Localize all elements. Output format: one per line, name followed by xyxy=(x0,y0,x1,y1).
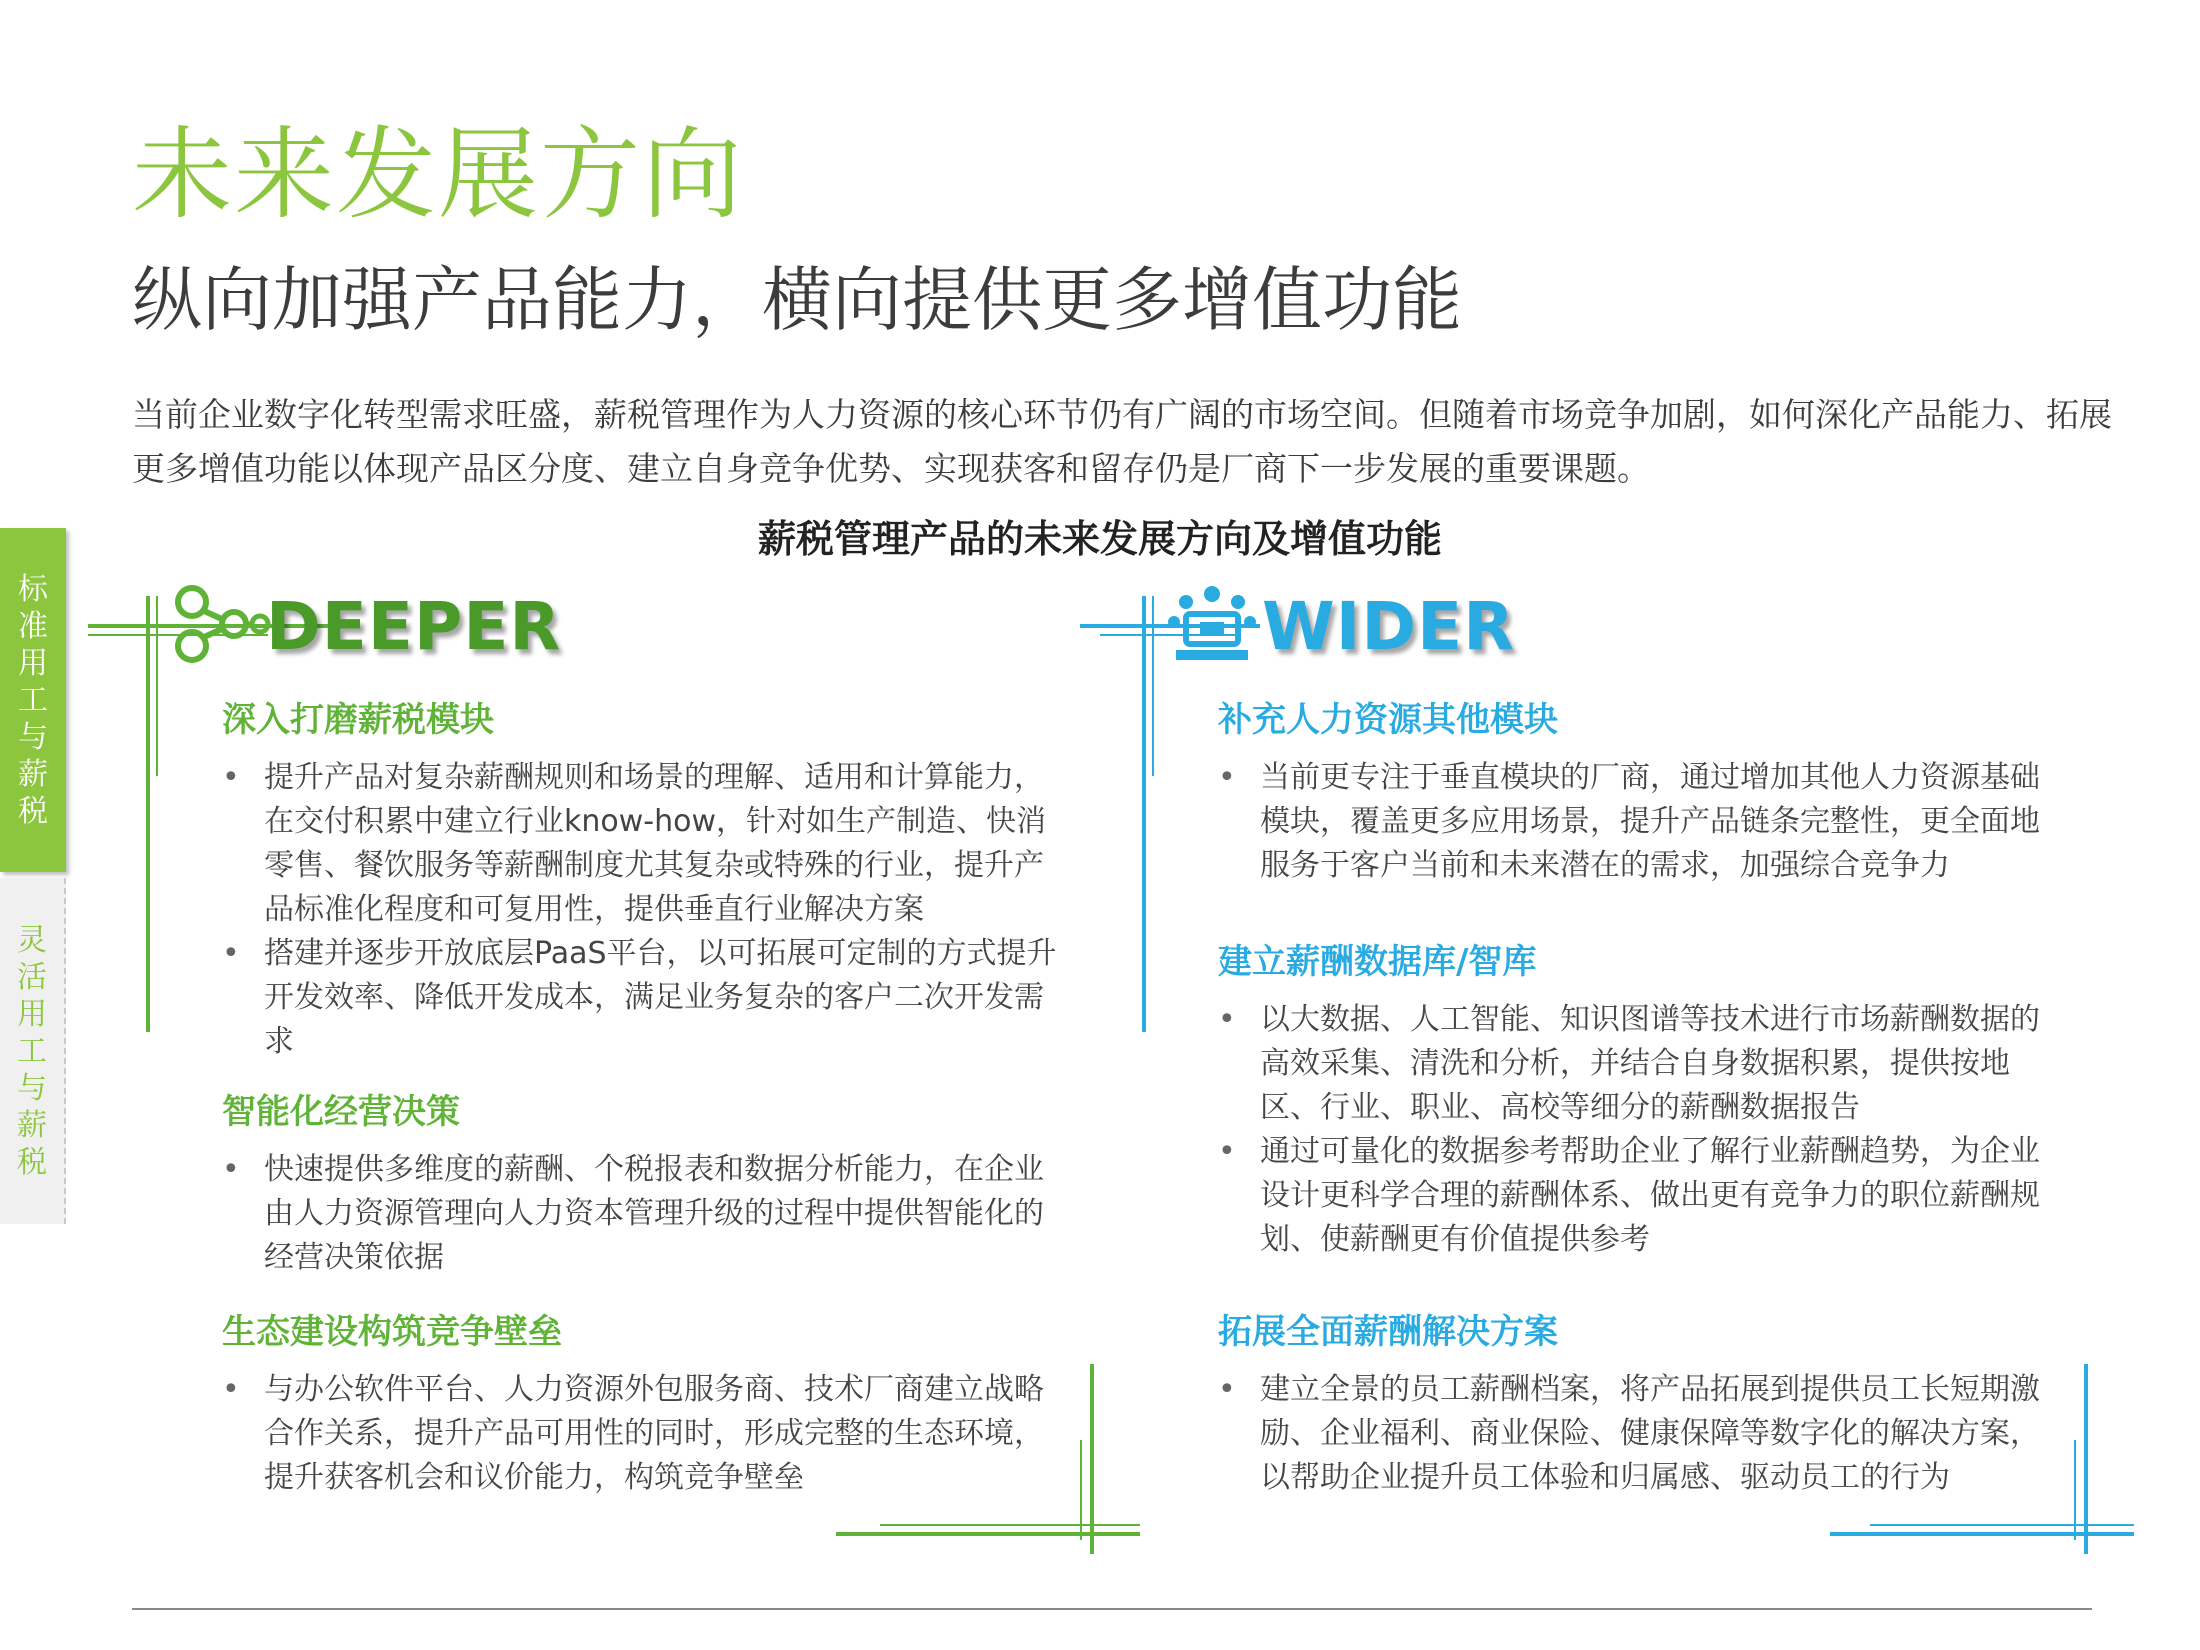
side-tab-char: 税 xyxy=(17,1144,47,1180)
bottom-divider xyxy=(132,1608,2092,1610)
wider-bottom-line xyxy=(1870,1524,2134,1526)
side-tab-char: 薪 xyxy=(18,756,48,792)
list-item: • 当前更专注于垂直模块的厂商，通过增加其他人力资源基础模块，覆盖更多应用场景，提升产品链条完整性，更全面地服务于客户当前和未来潜在的需求，加强综合竞争力 xyxy=(1218,756,2048,888)
deeper-bottom-line xyxy=(836,1532,1140,1536)
deeper-heading: DEEPER xyxy=(266,588,562,665)
figure-title: 薪税管理产品的未来发展方向及增值功能 xyxy=(757,517,1442,561)
wider-left-vline xyxy=(1142,596,1146,1032)
wider-section-bullets xyxy=(1218,756,2048,888)
molecule-icon xyxy=(162,580,272,670)
deeper-right-vline xyxy=(1080,1440,1082,1540)
network-icon xyxy=(1164,580,1260,670)
wider-section-bullets xyxy=(1218,998,2048,1262)
deeper-left-vline xyxy=(156,596,158,776)
wider-section-title: 拓展全面薪酬解决方案 xyxy=(1218,1312,1558,1352)
list-item: • 与办公软件平台、人力资源外包服务商、技术厂商建立战略合作关系，提升产品可用性的同时，形成完整的生态环境，提升获客机会和议价能力，构筑竞争壁垒 xyxy=(222,1368,1052,1500)
side-tab-char: 灵 xyxy=(17,922,47,958)
wider-section-title: 建立薪酬数据库/智库 xyxy=(1218,942,1537,982)
deeper-section-bullets xyxy=(222,756,1062,1064)
wider-section-bullets xyxy=(1218,1368,2048,1500)
deeper-bottom-line xyxy=(880,1524,1140,1526)
deeper-section-bullets xyxy=(222,1148,1052,1280)
list-item: • 快速提供多维度的薪酬、个税报表和数据分析能力，在企业由人力资源管理向人力资本管理升级的过程中提供智能化的经营决策依据 xyxy=(222,1148,1052,1280)
deeper-section-title: 智能化经营决策 xyxy=(222,1092,460,1132)
side-tab-char: 标 xyxy=(18,571,48,607)
list-item: • 建立全景的员工薪酬档案，将产品拓展到提供员工长短期激励、企业福利、商业保险、健康保障等数字化的解决方案，以帮助企业提升员工体验和归属感、驱动员工的行为 xyxy=(1218,1368,2048,1500)
list-item: • 通过可量化的数据参考帮助企业了解行业薪酬趋势，为企业设计更科学合理的薪酬体系、做出更有竞争力的职位薪酬规划、使薪酬更有价值提供参考 xyxy=(1218,1130,2048,1262)
deeper-section-title: 深入打磨薪税模块 xyxy=(222,700,494,740)
side-tab-char: 与 xyxy=(18,719,48,755)
intro-paragraph: 当前企业数字化转型需求旺盛，薪税管理作为人力资源的核心环节仍有广阔的市场空间。但随着市场竞争加剧，如何深化产品能力、拓展更多增值功能以体现产品区分度、建立自身竞争优势、实现获客和留存仍是厂商下一步发展的重要课题。 xyxy=(132,395,2112,488)
wider-bottom-line xyxy=(1830,1532,2134,1536)
side-tab-char: 准 xyxy=(18,608,48,644)
side-tab-char: 薪 xyxy=(17,1107,47,1143)
deeper-left-vline xyxy=(146,596,150,1032)
page-title: 未来发展方向 xyxy=(132,116,744,233)
deeper-section-bullets xyxy=(222,1368,1052,1500)
wider-heading: WIDER xyxy=(1262,588,1516,665)
page-subtitle: 纵向加强产品能力，横向提供更多增值功能 xyxy=(132,259,1462,341)
list-item: • 提升产品对复杂薪酬规则和场景的理解、适用和计算能力，在交付积累中建立行业know-how，针对如生产制造、快消零售、餐饮服务等薪酬制度尤其复杂或特殊的行业，提升产品标准化程度和可复用性，提供垂直行业解决方案 xyxy=(222,756,1062,932)
wider-left-vline xyxy=(1152,596,1154,776)
side-tab-char: 活 xyxy=(17,959,47,995)
side-tab-char: 税 xyxy=(18,793,48,829)
side-tab-standard-employment[interactable] xyxy=(0,528,66,872)
deeper-right-vline xyxy=(1090,1364,1094,1554)
side-tab-char: 用 xyxy=(17,996,47,1032)
side-tab-char: 用 xyxy=(18,645,48,681)
side-tab-char: 与 xyxy=(17,1070,47,1106)
list-item: • 以大数据、人工智能、知识图谱等技术进行市场薪酬数据的高效采集、清洗和分析，并结合自身数据积累，提供按地区、行业、职业、高校等细分的薪酬数据报告 xyxy=(1218,998,2048,1130)
wider-right-vline xyxy=(2084,1364,2088,1554)
side-tab-char: 工 xyxy=(17,1033,47,1069)
wider-section-title: 补充人力资源其他模块 xyxy=(1218,700,1558,740)
side-tab-char: 工 xyxy=(18,682,48,718)
wider-right-vline xyxy=(2074,1440,2076,1540)
side-tab-flexible-employment[interactable] xyxy=(0,878,66,1224)
list-item: • 搭建并逐步开放底层PaaS平台，以可拓展可定制的方式提升开发效率、降低开发成本，满足业务复杂的客户二次开发需求 xyxy=(222,932,1062,1064)
deeper-section-title: 生态建设构筑竞争壁垒 xyxy=(222,1312,562,1352)
